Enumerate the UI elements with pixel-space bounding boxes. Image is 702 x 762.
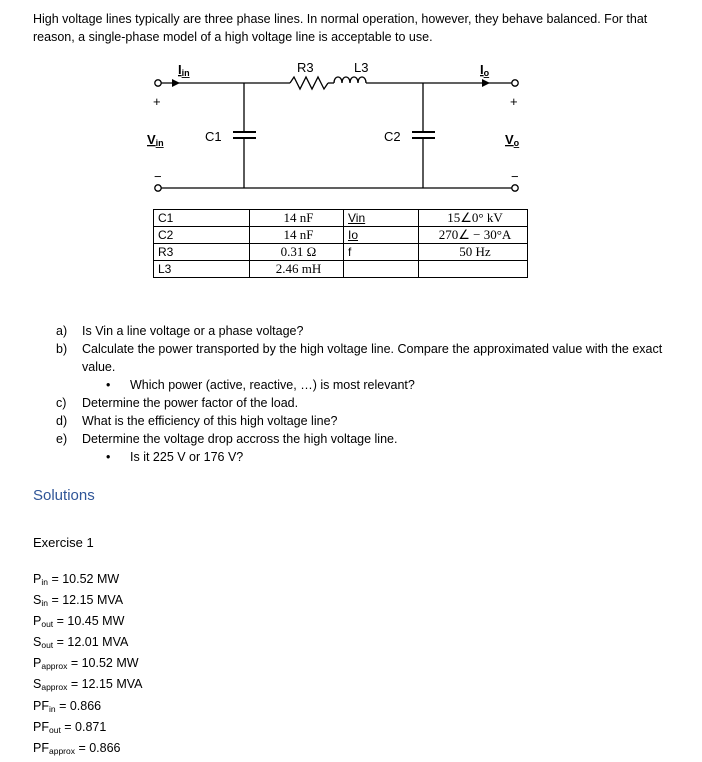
power-factor-results (33, 697, 121, 760)
vo-minus-sign: − (511, 169, 519, 184)
l3-label: L3 (354, 60, 369, 75)
l3-inductor (334, 77, 366, 83)
c1-label: C1 (205, 129, 222, 144)
io-label: Io (480, 62, 490, 78)
r3-resistor (290, 77, 328, 89)
question-b: b) Calculate the power transported by the high voltage line. Compare the approximated value with the exact value. (56, 342, 663, 374)
result-line: $S_{out} = 12.01$ MVA (33, 635, 129, 650)
intro-paragraph: High voltage lines typically are three phase lines. In normal operation, however, they behave balanced. For that reason, a single-phase model of a high voltage line is acceptable to use. (33, 12, 648, 44)
question-e: e) Determine the voltage drop accross the high voltage line. (56, 432, 398, 446)
table-cell: 2.46 mH (250, 261, 344, 278)
result-line: $P_{out} = 10.45$ MW (33, 614, 125, 629)
table-row (154, 227, 528, 244)
result-line: $S_{in} = 12.15$ MVA (33, 593, 124, 608)
power-results (33, 570, 143, 696)
table-cell: 15∠0° kV (419, 210, 528, 227)
question-c: c) Determine the power factor of the load. (56, 396, 299, 410)
table-cell: 50 Hz (419, 244, 528, 261)
iin-label: Iin (178, 62, 190, 78)
r3-label: R3 (297, 60, 314, 75)
table-cell: Vin (344, 210, 419, 227)
vo-plus-sign: + (510, 94, 518, 109)
result-line: $PF_{out} = 0.871$ (33, 720, 107, 735)
table-cell: R3 (154, 244, 250, 261)
vo-label: Vo (505, 132, 520, 148)
circuit-diagram (0, 0, 702, 210)
vin-minus-sign: − (154, 169, 162, 184)
exercise-heading: Exercise 1 (33, 535, 94, 550)
table-row (154, 210, 528, 227)
table-cell: 14 nF (250, 227, 344, 244)
vin-plus-sign: + (153, 94, 161, 109)
result-line: $P_{approx} = 10.52$ MW (33, 656, 139, 671)
table-cell: 14 nF (250, 210, 344, 227)
parameter-table (153, 209, 528, 278)
input-terminal-bottom (155, 185, 161, 191)
input-terminal-top (155, 80, 161, 86)
question-a: a) Is Vin a line voltage or a phase voltage? (56, 324, 304, 338)
io-arrow (482, 79, 490, 87)
question-d: d) What is the efficiency of this high voltage line? (56, 414, 338, 428)
table-cell: f (344, 244, 419, 261)
table-cell: 0.31 Ω (250, 244, 344, 261)
c2-label: C2 (384, 129, 401, 144)
table-cell (344, 261, 419, 278)
output-terminal-top (512, 80, 518, 86)
vin-label: Vin (147, 132, 164, 148)
iin-arrow (172, 79, 180, 87)
question-list (56, 322, 676, 466)
question-b-bullet: • Which power (active, reactive, …) is most relevant? (56, 376, 676, 394)
table-cell: L3 (154, 261, 250, 278)
result-line: $P_{in} = 10.52$ MW (33, 572, 120, 587)
table-cell: C2 (154, 227, 250, 244)
result-line: $PF_{approx} = 0.866$ (33, 741, 121, 756)
table-cell: 270∠ − 30°A (419, 227, 528, 244)
table-cell: Io (344, 227, 419, 244)
table-row (154, 244, 528, 261)
result-line: $PF_{in} = 0.866$ (33, 699, 102, 714)
question-e-bullet: • Is it 225 V or 176 V? (56, 448, 676, 466)
table-cell (419, 261, 528, 278)
table-cell: C1 (154, 210, 250, 227)
solutions-heading: Solutions (33, 487, 95, 504)
output-terminal-bottom (512, 185, 518, 191)
table-row (154, 261, 528, 278)
result-line: $S_{approx} = 12.15$ MVA (33, 677, 143, 692)
